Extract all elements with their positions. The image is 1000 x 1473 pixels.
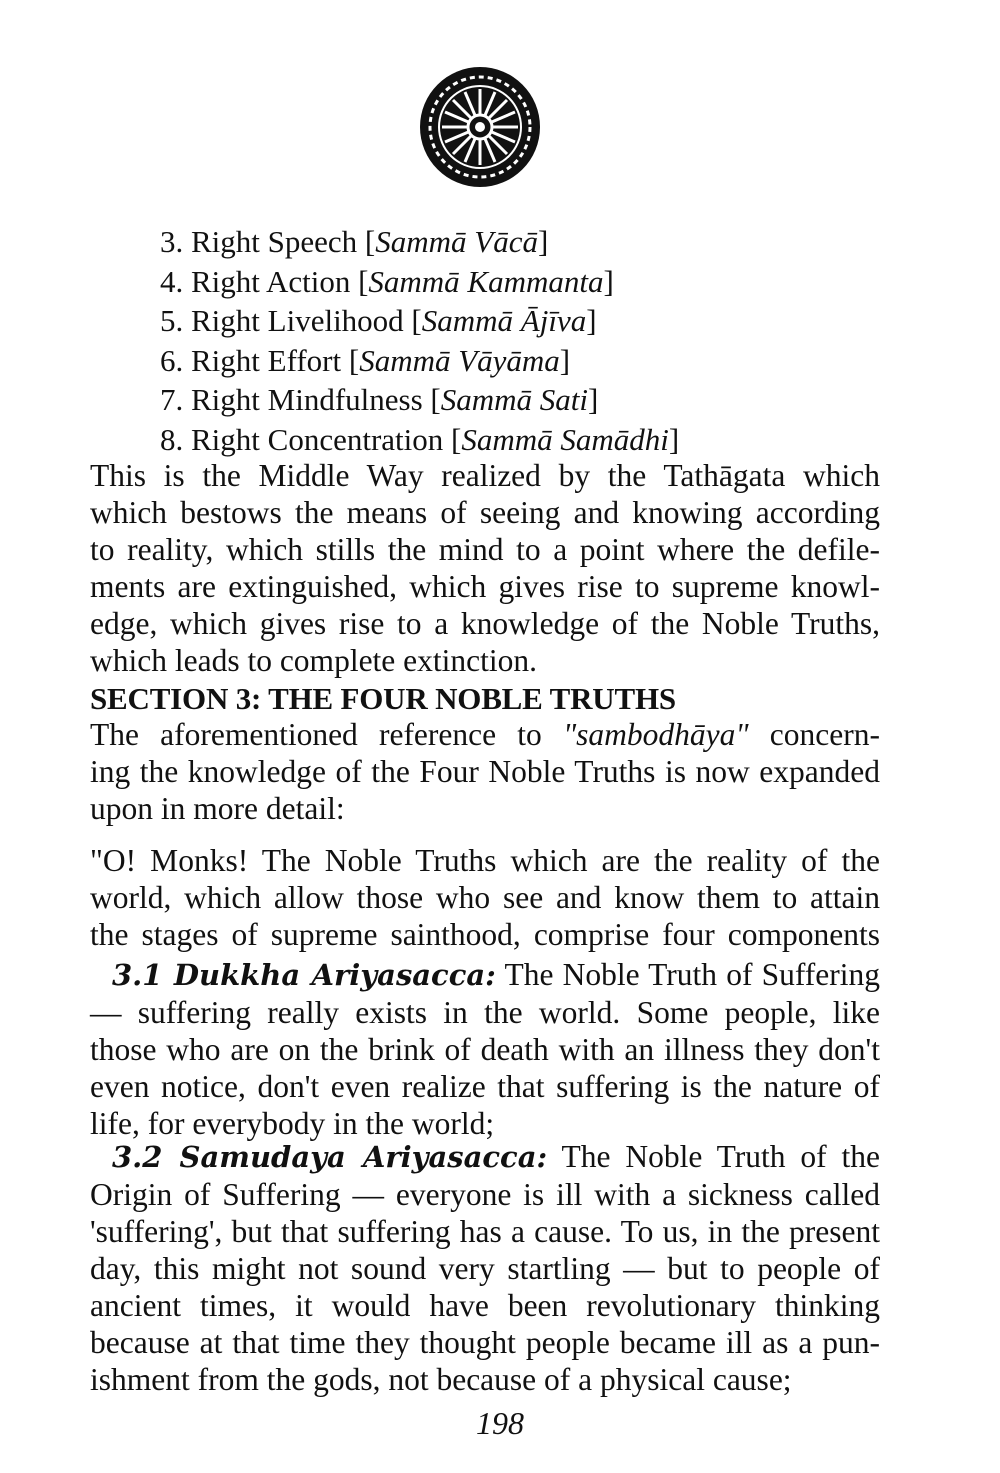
truth-term: 3.2 Samudaya Ariyasacca: bbox=[112, 1140, 548, 1174]
intro-paragraph: The aforementioned reference to "sambodhāya" concern- ing the knowledge of the Four Noble Truths is now expanded upon in more detail: bbox=[90, 717, 880, 826]
list-item: 4. Right Action [Sammā Kammanta] bbox=[160, 263, 614, 299]
quote-paragraph: "O! Monks! The Noble Truths which are the reality of the world, which allow those who see and know them to attain the stages of supreme sainthood, comprise four components bbox=[90, 843, 880, 952]
list-item: 8. Right Concentration [Sammā Samādhi] bbox=[160, 421, 680, 457]
middle-way-paragraph: This is the Middle Way realized by the Tathāgata which which bestows the means of seeing and knowing according to reality, which stills the mind to a point where the defile- ments are extinguished, which gives rise to supreme knowl- edge, which gives rise to a knowledge of the Noble Truths, which leads to complete extinction. bbox=[90, 458, 880, 678]
truth-term: 3.1 Dukkha Ariyasacca: bbox=[112, 958, 496, 992]
list-item: 3. Right Speech [Sammā Vācā] bbox=[160, 224, 549, 259]
truth-of-origin: 3.2 Samudaya Ariyasacca: The Noble Truth of the Origin of Suffering — everyone is ill with a sickness called 'suffering', but that suffering has a cause. To us, in the present day, this might not sound very startling — but to people of ancient times, it would have been revolutionary thinking because at that time they thought people became ill as a pun- ishment from the gods, not because of a physical cause; bbox=[90, 1139, 880, 1397]
list-item: 7. Right Mindfulness [Sammā Sati] bbox=[160, 382, 599, 418]
list-item: 5. Right Livelihood [Sammā Ājīva] bbox=[160, 303, 597, 339]
page-number: 198 bbox=[476, 1405, 524, 1441]
truth-of-suffering: 3.1 Dukkha Ariyasacca: The Noble Truth of Suffering — suffering really exists in the world. Some people, like those who are on the brink of death with an illness they don't even notice, don't even realize that suffering is the nature of life, for everybody in the world; bbox=[90, 957, 880, 1141]
section-heading: SECTION 3: THE FOUR NOBLE TRUTHS bbox=[90, 681, 676, 716]
list-item: 6. Right Effort [Sammā Vāyāma] bbox=[160, 342, 571, 378]
dharma-wheel-icon bbox=[417, 64, 543, 190]
eightfold-path-list bbox=[160, 222, 679, 460]
